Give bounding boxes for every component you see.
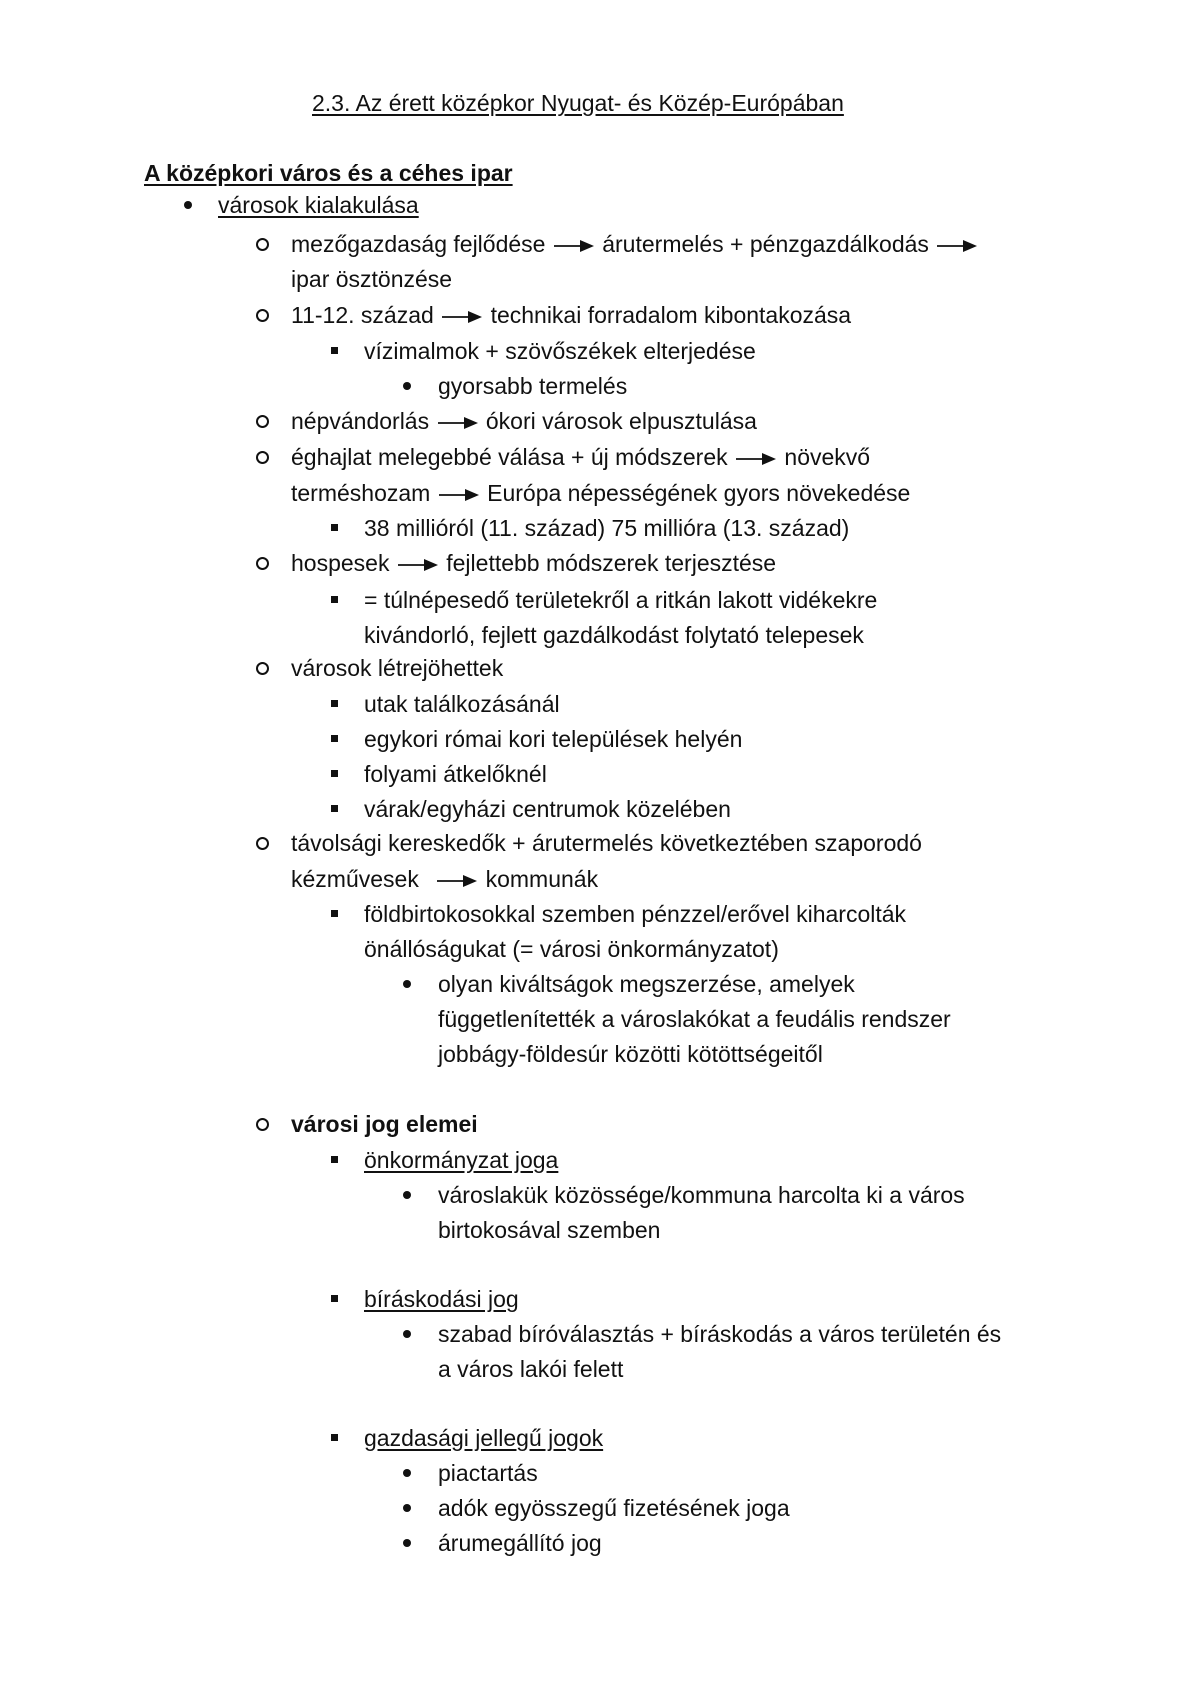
item-continuation — [291, 478, 910, 508]
bullet-square-icon — [331, 735, 338, 742]
right-arrow-icon — [439, 488, 479, 502]
list-item: folyami átkelőknél — [364, 761, 547, 787]
list-item: utak találkozásánál — [364, 691, 560, 717]
list-item: városok létrejöhettek — [291, 655, 504, 681]
bullet-circle-icon — [256, 451, 269, 464]
bullet-dot-icon — [403, 1330, 411, 1338]
list-item: földbirtokosokkal szemben pénzzel/erővel kiharcolták — [364, 901, 907, 927]
bullet-dot-icon — [403, 980, 411, 988]
list-item: = túlnépesedő területekről a ritkán lakott vidékekre — [364, 587, 878, 613]
right-arrow-icon — [398, 558, 438, 572]
item-continuation: függetlenítették a városlakókat a feudális rendszer — [438, 1006, 951, 1032]
bullet-square-icon — [331, 596, 338, 603]
right-arrow-icon — [438, 416, 478, 430]
list-item-subheading: bíráskodási jog — [364, 1286, 519, 1312]
list-item: árumegállító jog — [438, 1530, 602, 1556]
list-item: 38 millióról (11. század) 75 millióra (13. század) — [364, 515, 850, 541]
item-text: éghajlat melegebbé válása + új módszerek — [291, 444, 728, 470]
bullet-dot-icon — [403, 1191, 411, 1199]
bullet-square-icon — [331, 1295, 338, 1302]
list-item — [291, 442, 870, 472]
bullet-square-icon — [331, 524, 338, 531]
item-text: kommunák — [485, 866, 599, 892]
right-arrow-icon — [937, 239, 977, 253]
right-arrow-icon — [554, 239, 594, 253]
list-item: piactartás — [438, 1460, 538, 1486]
item-text: Európa népességének gyors növekedése — [487, 480, 911, 506]
list-item-subheading: önkormányzat joga — [364, 1147, 559, 1173]
bullet-dot-icon — [403, 1539, 411, 1547]
bullet-square-icon — [331, 700, 338, 707]
page-title: 2.3. Az érett középkor Nyugat- és Közép-Európában — [312, 90, 844, 116]
item-continuation: birtokosával szemben — [438, 1217, 661, 1243]
list-item: várak/egyházi centrumok közelében — [364, 796, 731, 822]
list-item: távolsági kereskedők + árutermelés következtében szaporodó — [291, 830, 922, 856]
bullet-dot-icon — [403, 1469, 411, 1477]
list-item-subheading: gazdasági jellegű jogok — [364, 1425, 604, 1451]
item-continuation: jobbágy-földesúr közötti kötöttségeitől — [438, 1041, 823, 1067]
item-continuation: kivándorló, fejlett gazdálkodást folytató telepesek — [364, 622, 864, 648]
list-item: egykori római kori települések helyén — [364, 726, 743, 752]
item-continuation: önállóságukat (= városi önkormányzatot) — [364, 936, 779, 962]
bullet-square-icon — [331, 347, 338, 354]
list-item: városlakük közössége/kommuna harcolta ki a város — [438, 1182, 965, 1208]
bullet-square-icon — [331, 805, 338, 812]
list-item: olyan kiváltságok megszerzése, amelyek — [438, 971, 855, 997]
right-arrow-icon — [437, 874, 477, 888]
item-text: hospesek — [291, 550, 390, 576]
item-text: növekvő — [784, 444, 871, 470]
list-item — [291, 406, 757, 436]
item-continuation — [291, 864, 598, 894]
bullet-circle-icon — [256, 557, 269, 570]
list-item: gyorsabb termelés — [438, 373, 628, 399]
list-item: adók egyösszegű fizetésének joga — [438, 1495, 790, 1521]
bullet-square-icon — [331, 1434, 338, 1441]
right-arrow-icon — [442, 310, 482, 324]
list-item: városi jog elemei — [291, 1111, 478, 1137]
bullet-circle-icon — [256, 837, 269, 850]
right-arrow-icon — [736, 452, 776, 466]
item-text: ókori városok elpusztulása — [485, 408, 757, 434]
bullet-circle-icon — [256, 309, 269, 322]
item-text: árutermelés + pénzgazdálkodás — [602, 231, 929, 257]
item-continuation: a város lakói felett — [438, 1356, 624, 1382]
item-text: mezőgazdaság fejlődése — [291, 231, 546, 257]
item-continuation: ipar ösztönzése — [291, 266, 453, 292]
section-heading: A középkori város és a céhes ipar — [144, 160, 513, 186]
bullet-square-icon — [331, 910, 338, 917]
item-text: fejlettebb módszerek terjesztése — [446, 550, 777, 576]
bullet-dot-icon — [403, 382, 411, 390]
bullet-square-icon — [331, 770, 338, 777]
bullet-circle-icon — [256, 662, 269, 675]
item-text: népvándorlás — [291, 408, 430, 434]
list-item — [291, 548, 776, 578]
bullet-circle-icon — [256, 415, 269, 428]
list-item — [291, 300, 851, 330]
bullet-square-icon — [331, 1156, 338, 1163]
list-item: szabad bíróválasztás + bíráskodás a város területén és — [438, 1321, 1002, 1347]
bullet-dot-icon — [184, 201, 192, 209]
item-text: terméshozam — [291, 480, 431, 506]
item-text: kézművesek — [291, 866, 419, 892]
item-text: 11-12. század — [291, 302, 434, 328]
item-text: technikai forradalom kibontakozása — [490, 302, 852, 328]
list-item-varosok-kialakulasa: városok kialakulása — [218, 192, 419, 218]
list-item: vízimalmok + szövőszékek elterjedése — [364, 338, 756, 364]
bullet-circle-icon — [256, 1118, 269, 1131]
bullet-circle-icon — [256, 238, 269, 251]
list-item — [291, 229, 979, 259]
bullet-dot-icon — [403, 1504, 411, 1512]
